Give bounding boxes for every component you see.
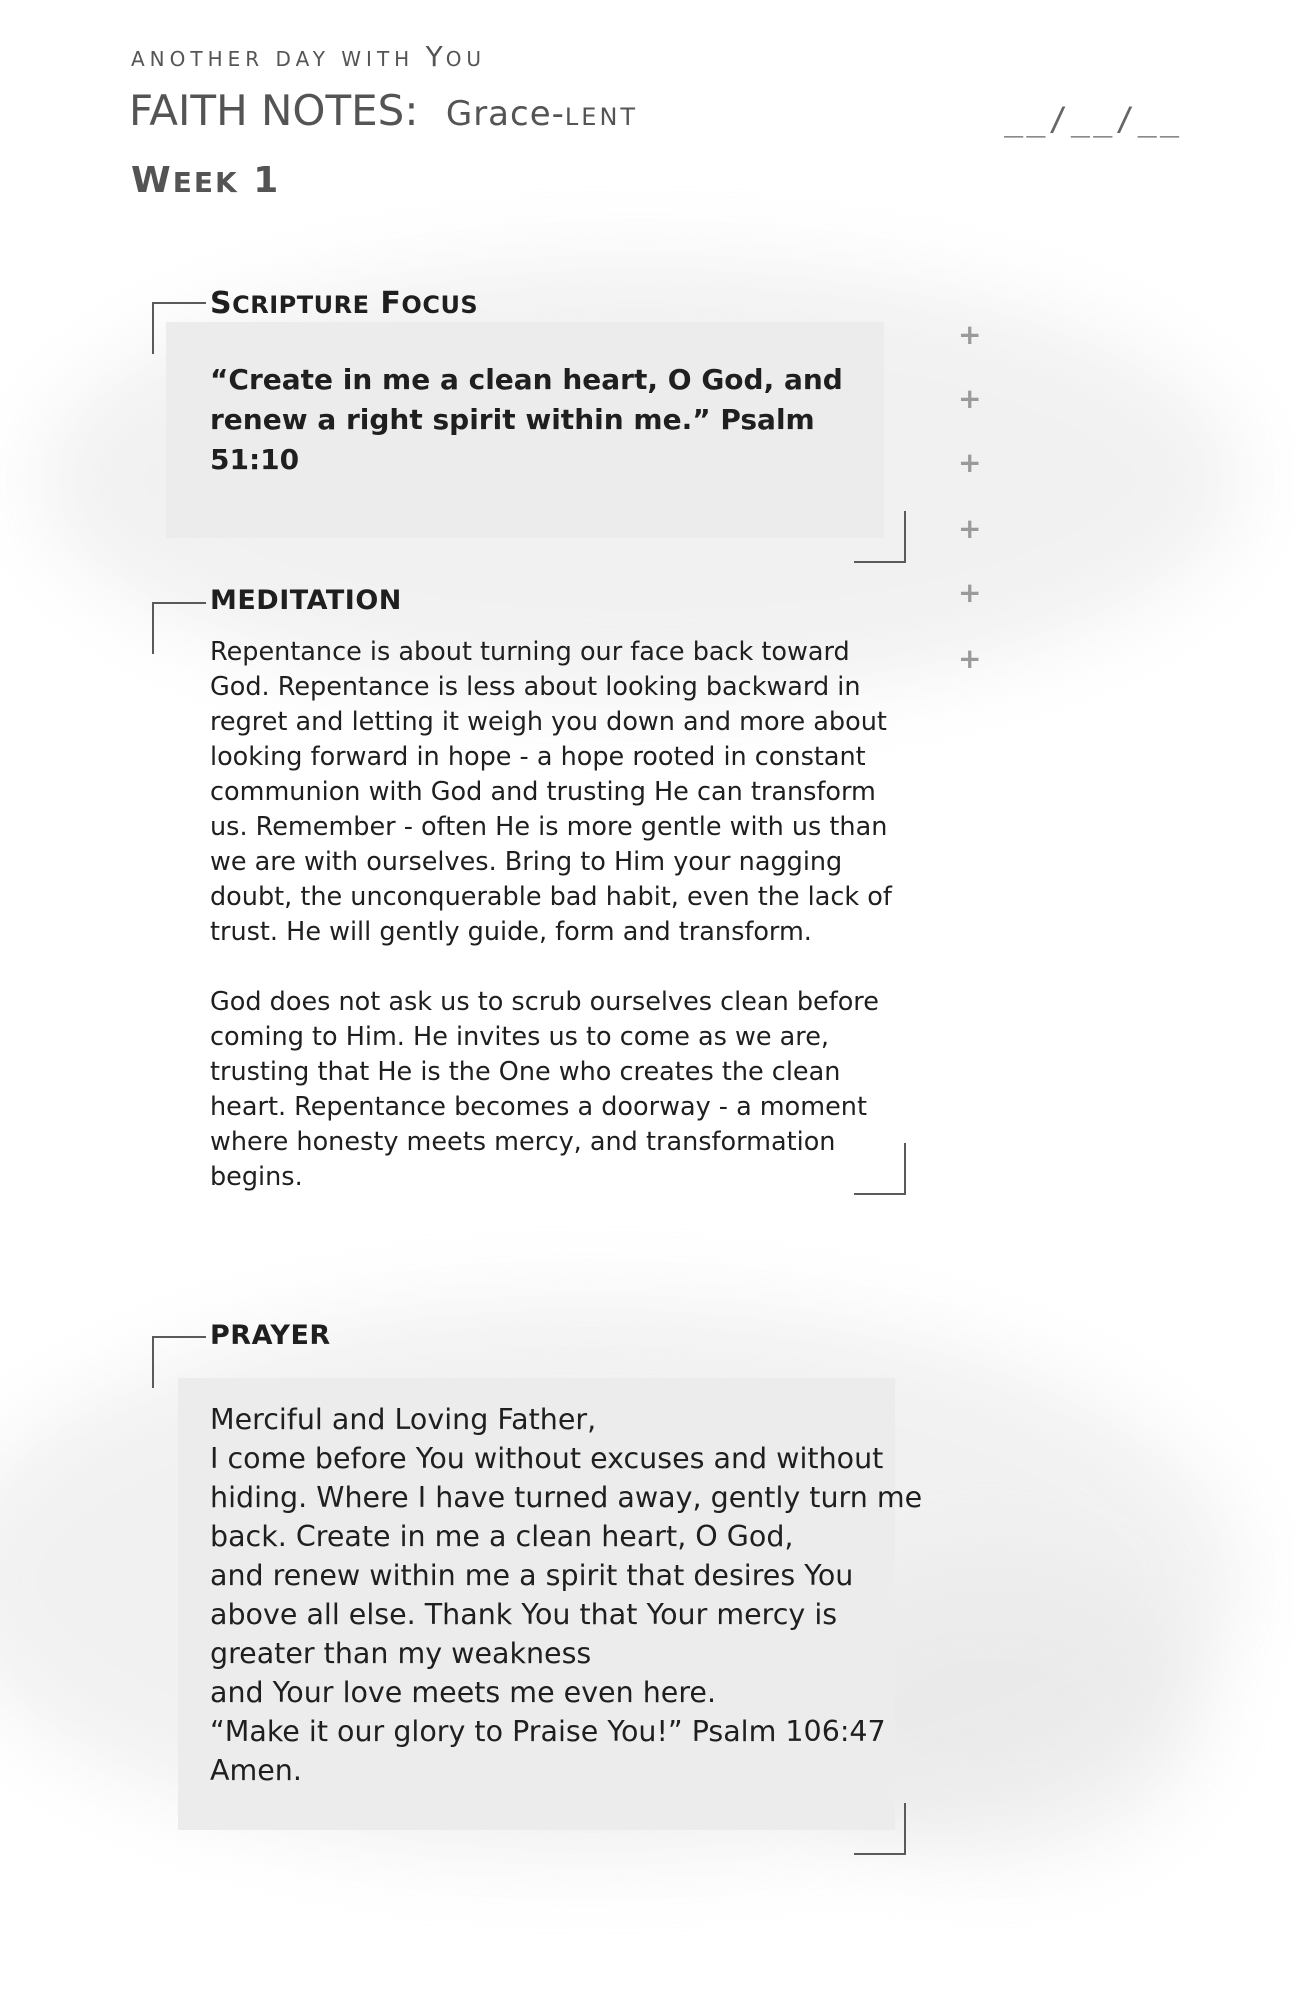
series-label: ANOTHER DAY WITH YOU bbox=[131, 40, 487, 73]
prayer-line: hiding. Where I have turned away, gently turn me bbox=[210, 1481, 923, 1514]
prayer-line: I come before You without excuses and without bbox=[210, 1442, 884, 1475]
date-field: __/__/__ bbox=[1004, 100, 1183, 138]
scripture-quote: “Create in me a clean heart, O God, and renew a right spirit within me.” Psalm 51:10 bbox=[210, 363, 843, 476]
prayer-line: “Make it our glory to Praise You!” Psalm 106:47 bbox=[210, 1715, 886, 1748]
prayer-line: back. Create in me a clean heart, O God, bbox=[210, 1520, 794, 1553]
prayer-line: greater than my weakness bbox=[210, 1637, 592, 1670]
meditation-paragraph: Repentance is about turning our face back toward God. Repentance is less about looking backward in regret and letting it weigh you down and more about looking forward in hope - a hope rooted in constant communion with God and trusting He can transform us. Remember - often He is more gentle with us than we are with ourselves. Bring to Him your nagging doubt, the unconquerable bad habit, even the lack of trust. He will gently guide, form and transform. bbox=[210, 637, 892, 947]
plus-mark-icon: + bbox=[958, 512, 982, 545]
meditation-body bbox=[210, 635, 900, 1230]
scripture-heading: SCRIPTURE FOCUS bbox=[210, 286, 479, 321]
meditation-paragraph: God does not ask us to scrub ourselves clean before coming to Him. He invites us to come as we are, trusting that He is the One who creates the clean heart. Repentance becomes a doorway - a moment where honesty meets mercy, and transformation begins. bbox=[210, 987, 879, 1192]
corner-bracket-top bbox=[152, 602, 206, 654]
prayer-line: above all else. Thank You that Your mercy is bbox=[210, 1598, 838, 1631]
plus-mark-icon: + bbox=[958, 642, 982, 675]
corner-bracket-bottom bbox=[854, 1803, 906, 1855]
plus-mark-icon: + bbox=[958, 446, 982, 479]
meditation-heading: MEDITATION bbox=[210, 585, 402, 616]
plus-mark-icon: + bbox=[958, 318, 982, 351]
corner-bracket-bottom bbox=[854, 511, 906, 563]
prayer-line: and Your love meets me even here. bbox=[210, 1676, 717, 1709]
prayer-line: Merciful and Loving Father, bbox=[210, 1403, 597, 1436]
prayer-body bbox=[210, 1400, 923, 1790]
title-main: FAITH NOTES: bbox=[129, 86, 419, 135]
week-label: WEEK 1 bbox=[131, 160, 281, 201]
plus-mark-icon: + bbox=[958, 576, 982, 609]
prayer-heading: PRAYER bbox=[210, 1320, 331, 1351]
prayer-line: and renew within me a spirit that desires You bbox=[210, 1559, 854, 1592]
corner-bracket-bottom bbox=[854, 1143, 906, 1195]
prayer-line: Amen. bbox=[210, 1754, 302, 1787]
plus-mark-icon: + bbox=[958, 382, 982, 415]
title-subtitle: Grace-LENT bbox=[445, 94, 639, 134]
page-title bbox=[129, 86, 638, 135]
